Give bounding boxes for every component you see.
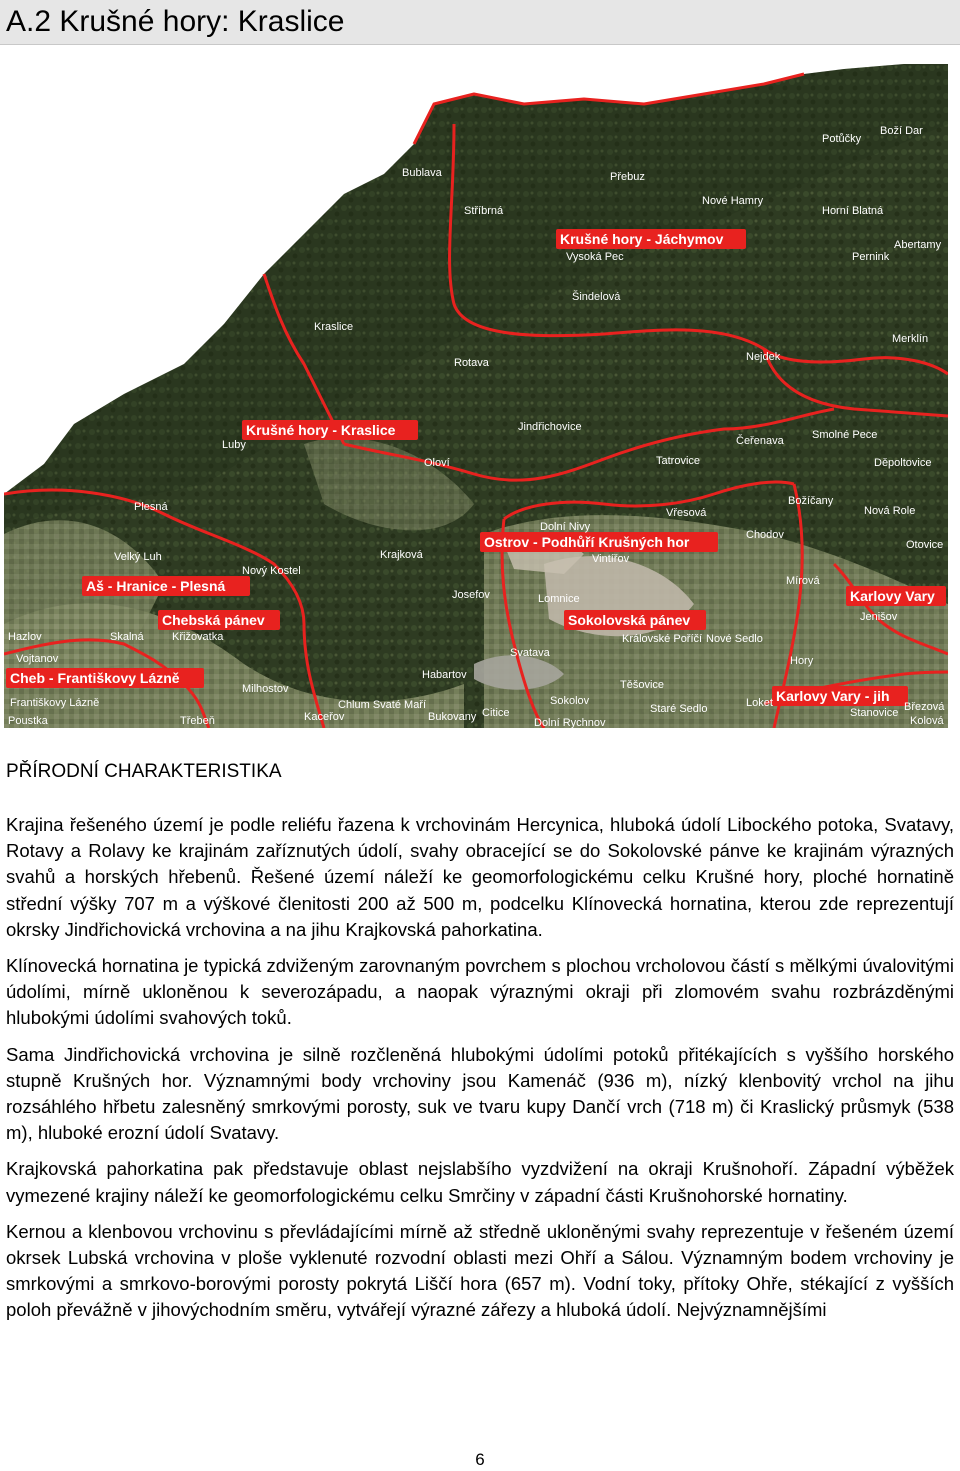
- place-label: Poustka: [8, 715, 48, 727]
- place-label: Otovice: [906, 539, 944, 551]
- paragraph: Sama Jindřichovická vrchovina je silně rozčleněná hlubokými údolími potoků přitékajících s vyššího horského stupně Krušných hor. Významnými body vrchoviny jsou Kamenáč (936 m), nízký klenbovitý vrchol na jihu rozsáhlého hřbetu zalesněný smrkovými porosty, suk ve tvaru kupy Dančí vrch (718 m) či Kraslický průsmyk (538 m), hluboké erozní údolí Svatavy.: [6, 1043, 954, 1144]
- place-label: Stanovice: [850, 707, 899, 719]
- place-label: Staré Sedlo: [650, 703, 708, 715]
- region-label: Karlovy Vary - jih: [776, 688, 890, 704]
- place-label: Svatava: [510, 647, 550, 659]
- region-label: Aš - Hranice - Plesná: [86, 578, 226, 594]
- page-title: A.2 Krušné hory: Kraslice: [6, 5, 345, 38]
- place-label: Kraslice: [314, 321, 354, 333]
- place-label: Horní Blatná: [822, 205, 884, 217]
- region-label: Ostrov - Podhůří Krušných hor: [484, 534, 690, 550]
- place-label: Přebuz: [610, 171, 645, 183]
- map-canvas: [4, 64, 948, 728]
- place-label: Královské Poříčí: [622, 633, 703, 645]
- place-label: Vřesová: [666, 507, 707, 519]
- place-label: Třebeň: [180, 715, 215, 727]
- place-label: Jenišov: [860, 611, 898, 623]
- region-label: Krušné hory - Kraslice: [246, 422, 396, 438]
- place-label: Stříbrná: [464, 205, 504, 217]
- place-label: Tatrovice: [656, 455, 701, 467]
- place-label: Vojtanov: [16, 653, 59, 665]
- place-label: Kolová: [910, 715, 944, 727]
- place-label: Boží Dar: [880, 125, 923, 137]
- place-label: Sokolov: [550, 695, 590, 707]
- satellite-map: [4, 64, 948, 728]
- place-label: Chodov: [746, 529, 784, 541]
- place-label: Mírová: [786, 575, 820, 587]
- place-label: Božíčany: [788, 495, 834, 507]
- region-label: Chebská pánev: [162, 612, 265, 628]
- place-label: Lomnice: [538, 593, 580, 605]
- place-label: Abertamy: [894, 239, 942, 251]
- place-label: Krajková: [380, 549, 423, 561]
- region-label: Krušné hory - Jáchymov: [560, 231, 724, 247]
- place-label: Vysoká Pec: [566, 251, 624, 263]
- place-label: Křižovatka: [172, 631, 224, 643]
- place-label: Citice: [482, 707, 510, 719]
- place-label: Josefov: [452, 589, 490, 601]
- place-label: Rotava: [454, 357, 489, 369]
- place-label: Kaceřov: [304, 711, 345, 723]
- place-label: Luby: [222, 439, 246, 451]
- place-label: Františkovy Lázně: [10, 697, 100, 709]
- place-label: Milhostov: [242, 683, 289, 695]
- place-label: Hazlov: [8, 631, 42, 643]
- place-label: Habartov: [422, 669, 467, 681]
- place-label: Nové Sedlo: [706, 633, 763, 645]
- place-label: Plesná: [134, 501, 168, 513]
- place-label: Oloví: [424, 457, 450, 469]
- body-text: [6, 812, 954, 1334]
- place-label: Nové Hamry: [702, 195, 764, 207]
- place-label: Děpoltovice: [874, 457, 932, 469]
- page-number: 6: [475, 1450, 485, 1469]
- section-heading: PŘÍRODNÍ CHARAKTERISTIKA: [6, 761, 282, 782]
- place-label: Vintířov: [592, 553, 630, 565]
- region-label: Sokolovská pánev: [568, 612, 691, 628]
- place-label: Skalná: [110, 631, 144, 643]
- region-label: Cheb - Františkovy Lázně: [10, 670, 180, 686]
- place-label: Dolní Nivy: [540, 521, 591, 533]
- place-label: Jindřichovice: [518, 421, 582, 433]
- place-label: Nový Kostel: [242, 565, 301, 577]
- place-label: Pernink: [852, 251, 890, 263]
- place-label: Merklín: [892, 333, 929, 345]
- place-label: Těšovice: [620, 679, 665, 691]
- place-label: Potůčky: [822, 133, 862, 145]
- place-label: Chlum Svaté Maří: [338, 699, 427, 711]
- place-label: Velký Luh: [114, 551, 162, 563]
- place-label: Bublava: [402, 167, 442, 179]
- place-label: Loket: [746, 697, 773, 709]
- place-label: Nová Role: [864, 505, 916, 517]
- place-label: Nejdek: [746, 351, 781, 363]
- paragraph: Kernou a klenbovou vrchovinu s převládajícími mírně až středně ukloněnými svahy reprezentuje v řešeném území okrsek Lubská vrchovina v ploše vyklenuté rozvodní oblasti mezi Ohří a Sálou. Významným bodem vrchoviny je smrkovými a smrkovo-borovými porosty pokrytá Liščí hora (657 m). Vodní toky, přítoky Ohře, stékající z vyšších poloh převážně v jihovýchodním směru, vytvářejí výrazné zářezy a hluboká údolí. Nejvýznamnějšími: [6, 1220, 954, 1321]
- place-label: Smolné Pece: [812, 429, 878, 441]
- paragraph: Klínovecká hornatina je typická zdviženým zarovnaným povrchem s plochou vrcholovou částí s mělkými úvalovitými údolími, mírně ukloněnou k severozápadu, a naopak výraznými okraji při zlomovém svahu rozbrázděnými hlubokými údolími svahových toků.: [6, 955, 954, 1029]
- place-label: Bukovany: [428, 711, 477, 723]
- place-label: Březová: [904, 701, 945, 713]
- place-label: Šindelová: [572, 291, 621, 303]
- header-bar: [0, 0, 960, 45]
- place-label: Dolní Rychnov: [534, 717, 606, 728]
- region-label: Karlovy Vary: [850, 588, 935, 604]
- place-label: Hory: [790, 655, 814, 667]
- paragraph: Krajina řešeného území je podle reliéfu řazena k vrchovinám Hercynica, hluboká údolí Libockého potoka, Svatavy, Rotavy a Rolavy ke krajinám zaříznutých údolí, svahy obracející se do Sokolovské pánve ke krajinám výrazných svahů a horských hřebenů. Řešené území náleží ke geomorfologickému celku Krušné hory, ploché hornatině střední výšky 707 m a výškové členitosti 200 až 500 m, podcelku Klínovecká hornatina, kterou zde reprezentují okrsky Jindřichovická vrchovina a na jihu Krajkovská pahorkatina.: [6, 814, 954, 940]
- place-label: Čeřenava: [736, 435, 784, 447]
- paragraph: Krajkovská pahorkatina pak představuje oblast nejslabšího vyzdvižení na okraji Krušnohoří. Západní výběžek vymezené krajiny náleží ke geomorfologickému celku Smrčiny v západní části Krušnohorské hornatiny.: [6, 1158, 954, 1206]
